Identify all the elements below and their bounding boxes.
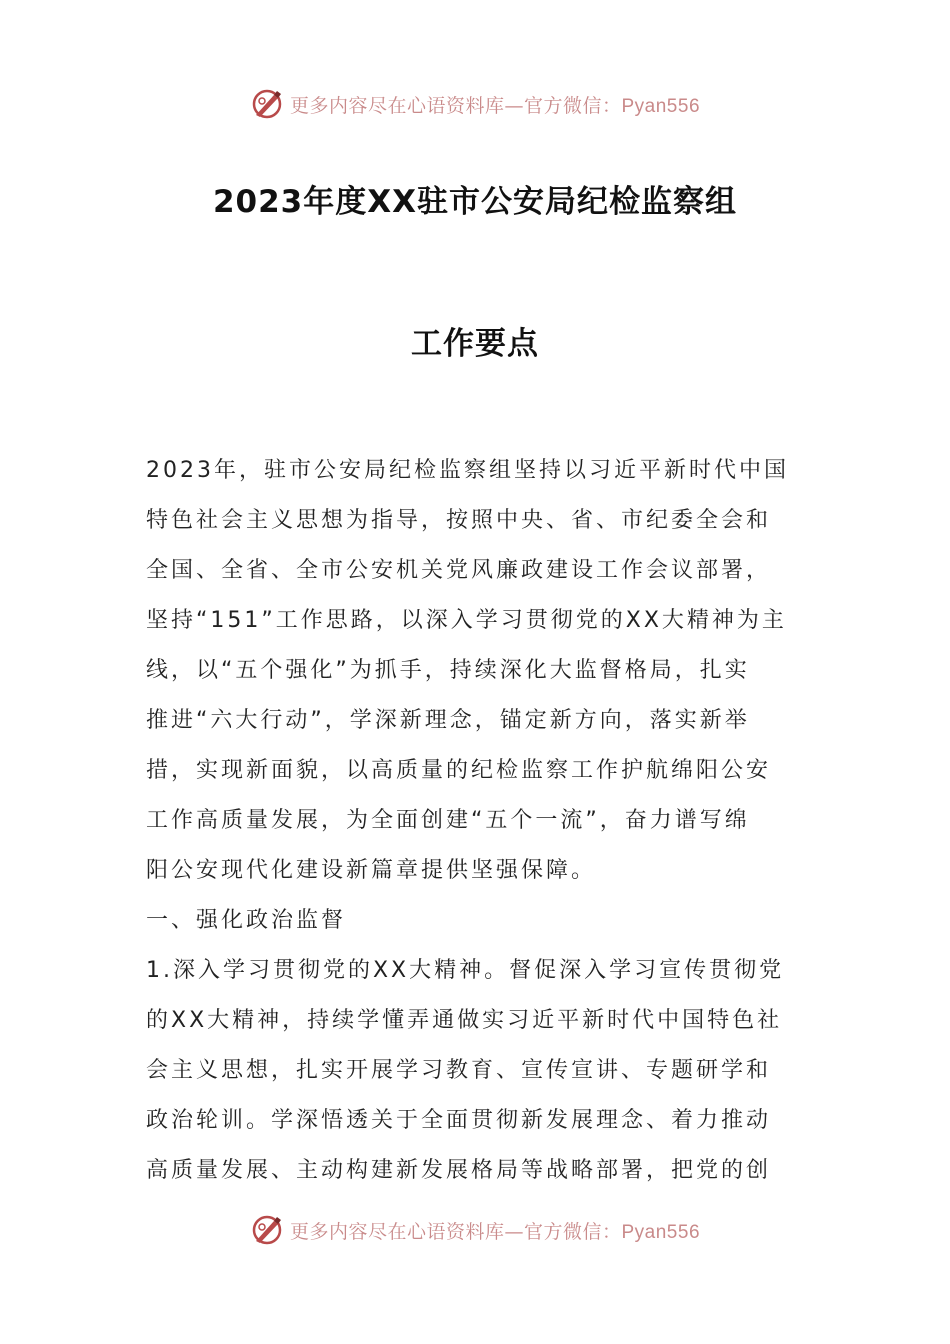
document-title-line-1: 2023年度XX驻市公安局纪检监察组 xyxy=(212,184,738,220)
body-line: 1.深入学习贯彻党的XX大精神。督促深入学习宣传贯彻党 xyxy=(146,958,785,983)
pen-logo-icon xyxy=(250,1213,284,1247)
body-line: 高质量发展、主动构建新发展格局等战略部署，把党的创 xyxy=(146,1158,772,1183)
body-line: 政治轮训。学深悟透关于全面贯彻新发展理念、着力推动 xyxy=(146,1108,772,1133)
document-body xyxy=(146,446,806,1196)
body-line: 工作高质量发展，为全面创建“五个一流”，奋力谱写绵 xyxy=(146,808,750,833)
header-banner-label: 更多内容尽在心语资料库—官方微信： xyxy=(289,94,622,117)
body-line: 推进“六大行动”，学深新理念，锚定新方向，落实新举 xyxy=(146,708,750,733)
body-line: 特色社会主义思想为指导，按照中央、省、市纪委全会和 xyxy=(146,508,772,533)
body-line: 的XX大精神，持续学懂弄通做实习近平新时代中国特色社 xyxy=(146,1008,783,1033)
body-line: 阳公安现代化建设新篇章提供坚强保障。 xyxy=(146,858,597,883)
body-line: 2023年，驻市公安局纪检监察组坚持以习近平新时代中国 xyxy=(146,458,789,483)
section-heading: 一、强化政治监督 xyxy=(146,908,347,933)
body-line: 全国、全省、全市公安机关党风廉政建设工作会议部署， xyxy=(146,558,772,583)
header-banner-text xyxy=(290,91,700,118)
body-line: 措，实现新面貌，以高质量的纪检监察工作护航绵阳公安 xyxy=(146,758,772,783)
document-title-line-2: 工作要点 xyxy=(411,326,539,362)
footer-banner-text xyxy=(290,1217,700,1244)
body-line: 会主义思想，扎实开展学习教育、宣传宣讲、专题研学和 xyxy=(146,1058,772,1083)
header-watermark-banner xyxy=(0,84,950,124)
pen-logo-icon xyxy=(250,87,284,121)
body-line: 坚持“151”工作思路，以深入学习贯彻党的XX大精神为主 xyxy=(146,608,787,633)
footer-watermark-banner xyxy=(0,1210,950,1250)
footer-banner-label: 更多内容尽在心语资料库—官方微信： xyxy=(289,1220,622,1243)
body-line: 线，以“五个强化”为抓手，持续深化大监督格局，扎实 xyxy=(146,658,750,683)
header-wechat-id: Pyan556 xyxy=(621,95,701,117)
footer-wechat-id: Pyan556 xyxy=(621,1221,701,1243)
